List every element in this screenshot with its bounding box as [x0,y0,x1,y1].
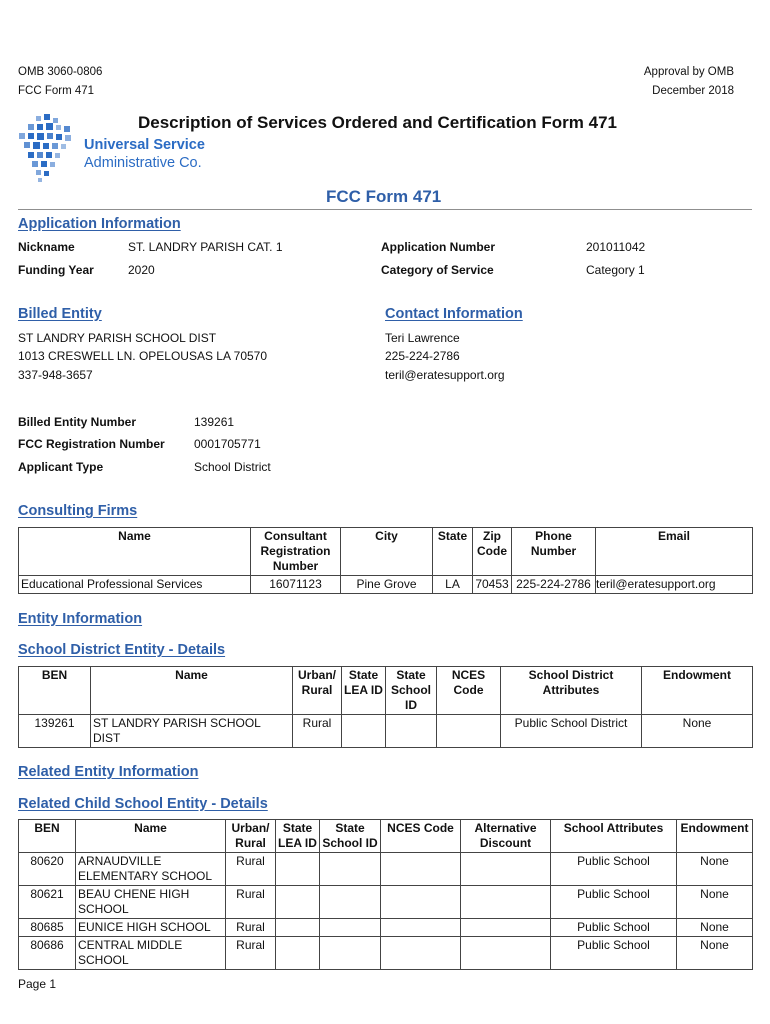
consulting-firms-table [18,527,753,594]
col-header: BEN [19,820,76,853]
table-cell [320,919,381,937]
table-cell [461,886,551,919]
table-cell: 225-224-2786 [512,576,596,594]
ben-label: Billed Entity Number [18,415,137,429]
table-cell: 80621 [19,886,76,919]
table-cell [320,853,381,886]
section-related-entity-information: Related Entity Information [18,764,199,780]
nickname-label: Nickname [18,240,75,254]
table-cell: None [677,937,753,970]
application-number-label: Application Number [381,240,496,254]
col-header: NCES Code [437,667,501,715]
table-cell: None [677,919,753,937]
applicant-type-value: School District [194,460,271,474]
related-child-school-table [18,819,753,970]
table-row [19,937,753,970]
section-application-information: Application Information [18,216,181,232]
table-row [19,576,753,594]
col-header: BEN [19,667,91,715]
table-cell: Rural [226,886,276,919]
form-number: FCC Form 471 [18,85,95,97]
billed-entity-phone: 337-948-3657 [18,368,93,382]
table-cell: Rural [226,853,276,886]
table-cell: EUNICE HIGH SCHOOL [76,919,226,937]
approval-text: Approval by OMB [643,66,734,78]
col-header: Consultant Registration Number [251,528,341,576]
category-label: Category of Service [381,263,494,277]
table-cell: 139261 [19,715,91,748]
ben-value: 139261 [194,415,235,429]
col-header: State LEA ID [342,667,386,715]
col-header: School District Attributes [501,667,642,715]
section-school-district-details: School District Entity - Details [18,642,226,658]
page-title: Description of Services Ordered and Certification Form 471 [138,113,617,132]
page-number: Page 1 [18,977,57,991]
table-cell: Educational Professional Services [19,576,251,594]
table-header-row [19,667,753,715]
table-cell: None [642,715,753,748]
table-cell: 80686 [19,937,76,970]
table-cell [342,715,386,748]
header-divider [18,209,752,210]
table-row [19,886,753,919]
col-header: Urban/ Rural [226,820,276,853]
funding-year-label: Funding Year [18,263,94,277]
table-cell [276,919,320,937]
col-header: Endowment [677,820,753,853]
omb-number: OMB 3060-0806 [18,66,103,78]
school-district-table [18,666,753,748]
table-cell: Rural [226,937,276,970]
billed-entity-address: 1013 CRESWELL LN. OPELOUSAS LA 70570 [18,349,268,363]
table-cell [437,715,501,748]
col-header: Zip Code [473,528,512,576]
usac-logo [16,114,216,186]
table-cell: Pine Grove [341,576,433,594]
table-cell [461,937,551,970]
table-cell: Public School [551,886,677,919]
col-header: Phone Number [512,528,596,576]
table-cell: ST LANDRY PARISH SCHOOL DIST [91,715,293,748]
table-cell: LA [433,576,473,594]
table-cell: Rural [226,919,276,937]
table-cell: teril@eratesupport.org [596,576,753,594]
section-related-child-school-details: Related Child School Entity - Details [18,796,268,812]
logo-line2: Administrative Co. [84,155,202,171]
table-cell [381,886,461,919]
table-row [19,853,753,886]
billed-entity-name: ST LANDRY PARISH SCHOOL DIST [18,331,217,345]
table-cell: Public School [551,853,677,886]
table-cell: CENTRAL MIDDLE SCHOOL [76,937,226,970]
section-consulting-firms: Consulting Firms [18,503,138,519]
form-title: FCC Form 471 [326,187,442,206]
applicant-type-label: Applicant Type [18,460,104,474]
col-header: Name [91,667,293,715]
table-cell: 80685 [19,919,76,937]
approval-date: December 2018 [652,85,734,97]
col-header: School Attributes [551,820,677,853]
col-header: Endowment [642,667,753,715]
col-header: Alternative Discount [461,820,551,853]
table-cell [461,853,551,886]
col-header: Email [596,528,753,576]
contact-email: teril@eratesupport.org [385,368,505,382]
col-header: State [433,528,473,576]
table-cell: None [677,886,753,919]
table-cell [320,886,381,919]
table-cell: Public School [551,919,677,937]
funding-year-value: 2020 [128,263,155,277]
contact-name: Teri Lawrence [385,331,460,345]
table-cell: Public School [551,937,677,970]
section-entity-information: Entity Information [18,611,143,627]
col-header: Name [19,528,251,576]
table-cell [381,919,461,937]
frn-value: 0001705771 [194,437,261,451]
col-header: NCES Code [381,820,461,853]
table-cell [276,886,320,919]
table-cell: BEAU CHENE HIGH SCHOOL [76,886,226,919]
application-number-value: 201011042 [586,240,646,254]
table-header-row [19,820,753,853]
table-cell [461,919,551,937]
table-cell: Rural [293,715,342,748]
col-header: Urban/ Rural [293,667,342,715]
table-cell: 70453 [473,576,512,594]
col-header: State LEA ID [276,820,320,853]
table-cell [320,937,381,970]
table-row [19,919,753,937]
nickname-value: ST. LANDRY PARISH CAT. 1 [128,240,283,254]
col-header: State School ID [386,667,437,715]
category-value: Category 1 [586,263,645,277]
table-cell [381,937,461,970]
table-cell [276,937,320,970]
contact-phone: 225-224-2786 [385,349,460,363]
frn-label: FCC Registration Number [18,437,165,451]
table-header-row [19,528,753,576]
table-cell [386,715,437,748]
col-header: Name [76,820,226,853]
usac-mosaic-icon [16,114,80,184]
table-cell: 80620 [19,853,76,886]
table-cell: ARNAUDVILLE ELEMENTARY SCHOOL [76,853,226,886]
section-billed-entity: Billed Entity [18,306,102,322]
section-contact-information: Contact Information [385,306,523,322]
table-cell [276,853,320,886]
table-cell: 16071123 [251,576,341,594]
col-header: City [341,528,433,576]
table-cell: Public School District [501,715,642,748]
col-header: State School ID [320,820,381,853]
logo-line1: Universal Service [84,137,205,153]
table-cell: None [677,853,753,886]
table-cell [381,853,461,886]
table-row [19,715,753,748]
